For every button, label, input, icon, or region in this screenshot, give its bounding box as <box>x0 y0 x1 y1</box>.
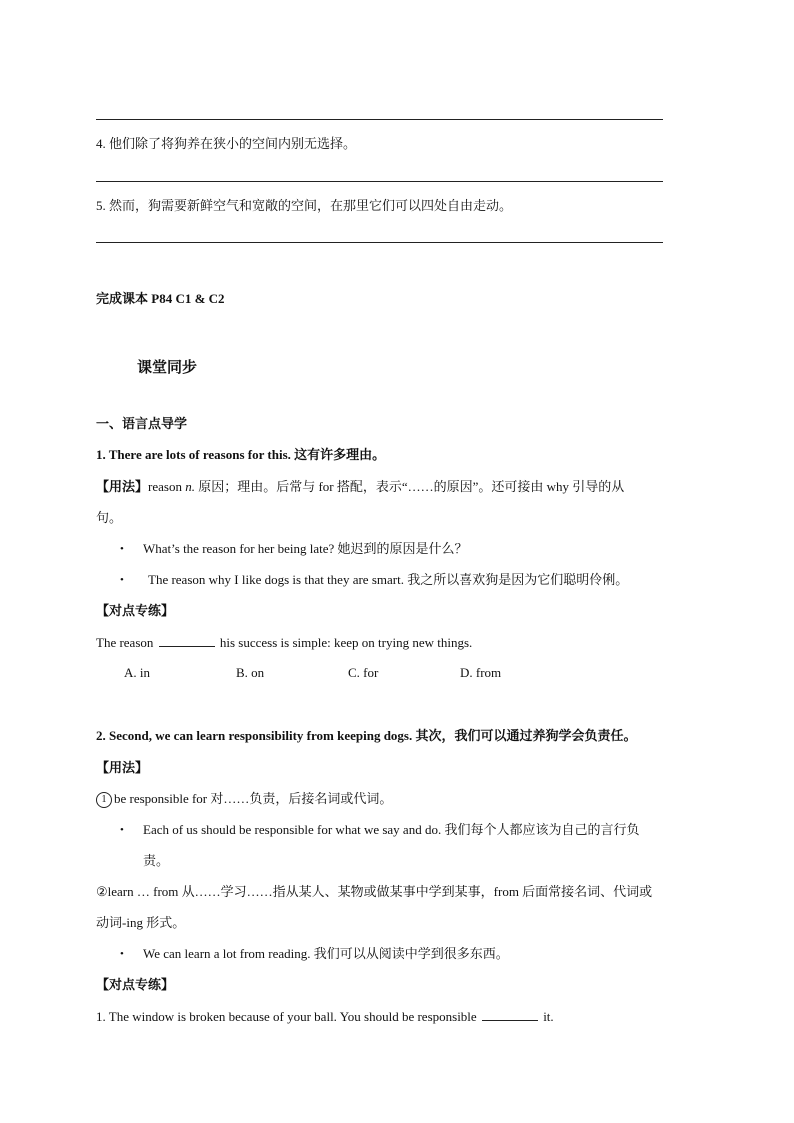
circled-number: 1 <box>96 792 112 808</box>
practice-label: 【对点专练】 <box>96 603 175 618</box>
answer-line[interactable] <box>96 181 663 182</box>
usage-text: be responsible for 对……负责，后接名词或代词。 <box>114 791 393 806</box>
section-title: 课堂同步 <box>137 360 198 376</box>
option-c[interactable]: C. for <box>348 665 379 680</box>
answer-line[interactable] <box>96 119 663 120</box>
usage-explanation: 原因；理由。后常与 for 搭配，表示“……的原因”。还可接由 why 引导的从 <box>194 479 625 494</box>
question-text: 1. The window is broken because of your ball. You should be responsible <box>96 1009 480 1024</box>
translation-item-4: 4. 他们除了将狗养在狭小的空间内别无选择。 <box>96 136 357 151</box>
example-continuation: 责。 <box>143 853 170 868</box>
usage-item-2: ②learn … from 从……学习……指从某人、某物或做某事中学到某事，from 后面常接名词、代词或 <box>96 884 653 899</box>
practice-label: 【对点专练】 <box>96 977 175 992</box>
usage-continuation: 句。 <box>96 510 123 525</box>
usage-label: 【用法】 <box>96 760 149 775</box>
example-sentence: What’s the reason for her being late? 她迟到的原因是什么？ <box>143 541 468 556</box>
translation-item-5: 5. 然而，狗需要新鲜空气和宽敞的空间，在那里它们可以四处自由走动。 <box>96 198 513 213</box>
subsection-title: 一、语言点导学 <box>96 416 188 431</box>
question-text: The reason <box>96 635 157 650</box>
example-sentence: We can learn a lot from reading. 我们可以从阅读中学到很多东西。 <box>143 946 509 961</box>
option-b[interactable]: B. on <box>236 665 265 680</box>
question-text: it. <box>539 1009 554 1024</box>
usage-line <box>96 478 624 496</box>
question-text: his success is simple: keep on trying new things. <box>216 635 473 650</box>
practice-question <box>96 634 472 652</box>
example-sentence: Each of us should be responsible for what we say and do. 我们每个人都应该为自己的言行负 <box>143 822 640 837</box>
usage-label: 【用法】 <box>96 479 149 494</box>
point-heading: 1. There are lots of reasons for this. 这有许多理由。 <box>96 447 386 462</box>
option-a[interactable]: A. in <box>124 665 150 680</box>
answer-blank[interactable] <box>159 634 215 647</box>
point-heading: 2. Second, we can learn responsibility from keeping dogs. 其次，我们可以通过养狗学会负责任。 <box>96 728 637 743</box>
option-d[interactable]: D. from <box>460 665 502 680</box>
bullet: • <box>120 824 124 836</box>
example-sentence: The reason why I like dogs is that they are smart. 我之所以喜欢狗是因为它们聪明伶俐。 <box>148 572 629 587</box>
bullet: • <box>120 948 124 960</box>
part-of-speech: n. <box>185 479 195 494</box>
practice-question <box>96 1008 554 1026</box>
bullet: • <box>120 543 124 555</box>
answer-blank[interactable] <box>482 1008 538 1021</box>
bullet: • <box>120 574 124 586</box>
usage-item-1 <box>96 790 392 808</box>
task-instruction: 完成课本 P84 C1 & C2 <box>96 291 225 306</box>
usage-continuation: 动词-ing 形式。 <box>96 915 186 930</box>
answer-line[interactable] <box>96 242 663 243</box>
usage-word: reason <box>148 479 186 494</box>
